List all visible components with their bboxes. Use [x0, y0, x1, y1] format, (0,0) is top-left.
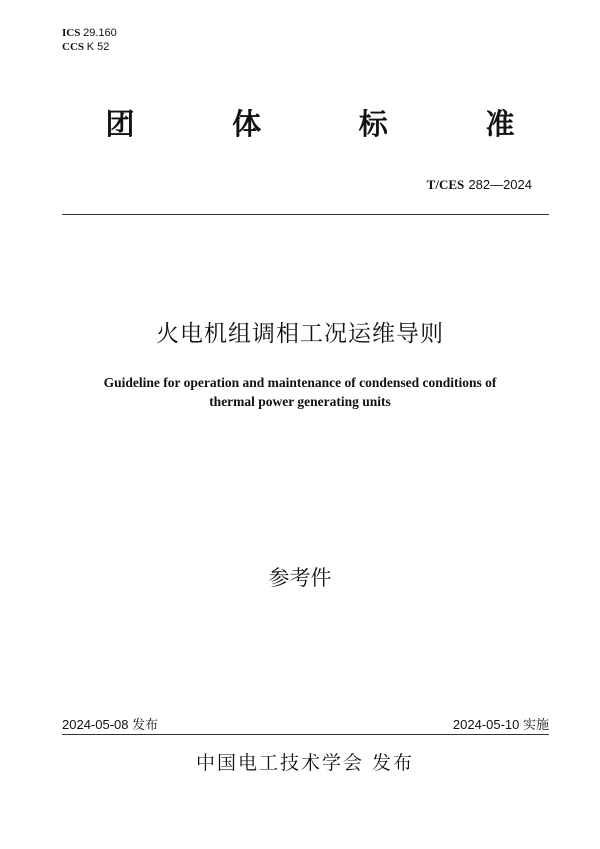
top-divider [62, 214, 549, 215]
document-status: 参考件 [268, 566, 332, 590]
document-title-en-line: thermal power generating units [209, 394, 391, 409]
ccs-label: CCS [62, 41, 85, 53]
ics-value: 29.160 [83, 27, 117, 39]
publisher: 中国电工技术学会 发布 [195, 752, 415, 774]
standard-number [427, 176, 532, 195]
standard-type-heading [100, 104, 520, 144]
standard-type-char: 标 [358, 107, 388, 141]
standard-type-char: 体 [232, 107, 262, 141]
classification-codes [62, 26, 117, 54]
document-title-en-line: Guideline for operation and maintenance of condensed conditions of [103, 375, 497, 390]
standard-type-char: 团 [105, 107, 135, 141]
ccs-value: K 52 [86, 41, 110, 53]
ics-code [62, 26, 117, 40]
standard-number-code: 282—2024 [468, 177, 532, 192]
ccs-code [62, 40, 117, 54]
bottom-divider [62, 734, 549, 735]
document-title-en [60, 373, 540, 411]
publish-date: 2024-05-08 发布 [62, 717, 159, 732]
standard-type-char: 准 [485, 107, 515, 141]
implement-date: 2024-05-10 实施 [452, 717, 549, 732]
document-title-zh: 火电机组调相工况运维导则 [156, 321, 444, 347]
ics-label: ICS [62, 27, 81, 39]
standard-number-prefix: T/CES [426, 177, 465, 192]
